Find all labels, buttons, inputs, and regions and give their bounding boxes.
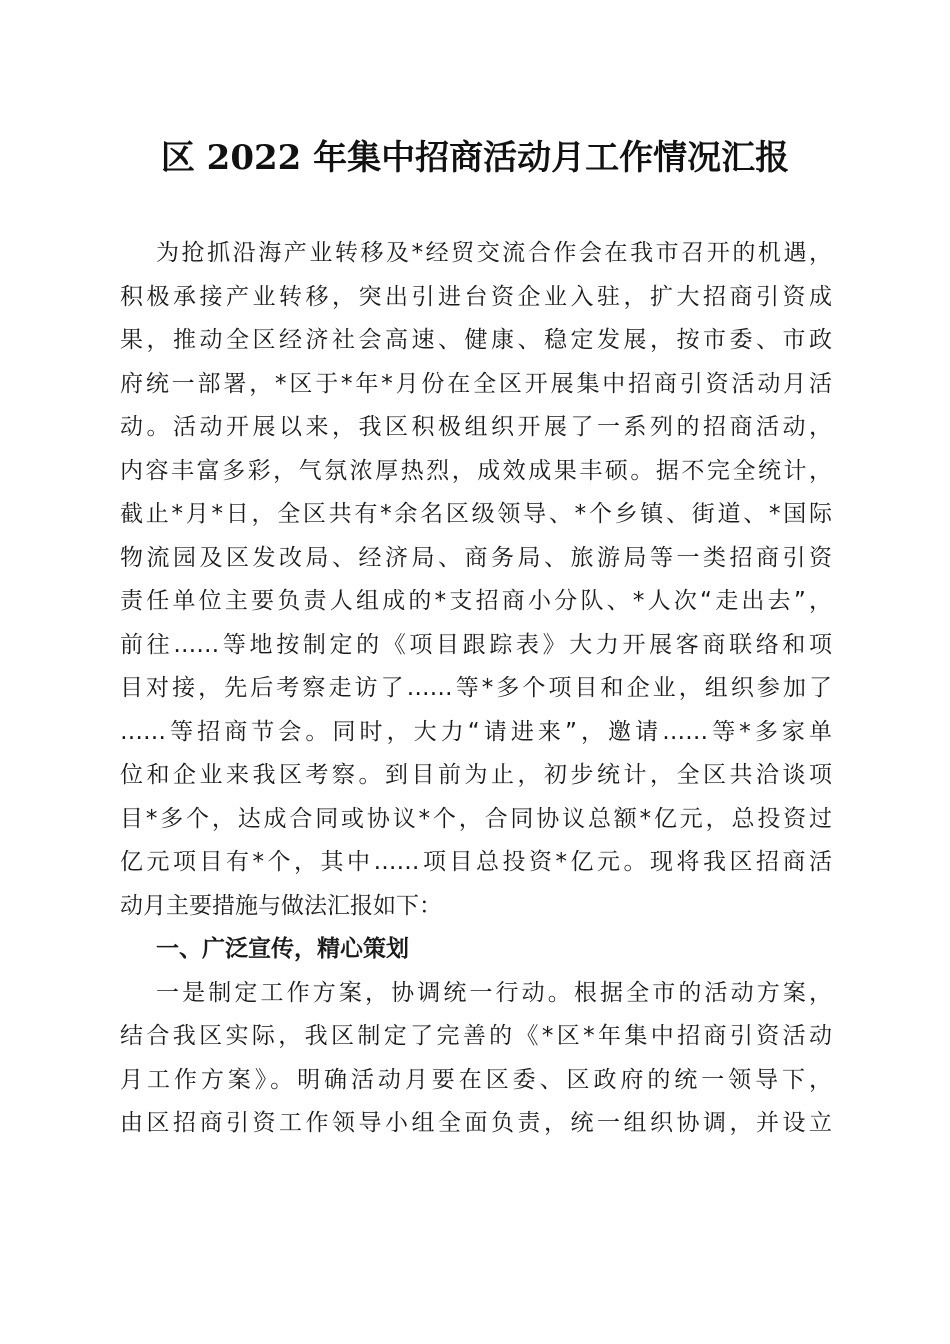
paragraph-line: 动。活动开展以来，我区积极组织开展了一系列的招商活动， [120,414,832,440]
paragraph-line: 府统一部署，*区于*年*月份在全区开展集中招商引资活动月活 [120,370,832,397]
paragraph-line: 结合我区实际，我区制定了完善的《*区*年集中招商引资活动 [120,1023,832,1049]
paragraph-line: 位和企业来我区考察。到目前为止，初步统计，全区共洽谈项 [120,762,832,788]
paragraph-line: 亿元项目有*个，其中……项目总投资*亿元。现将我区招商活 [120,849,832,875]
document-body [120,232,832,1146]
paragraph-line: 内容丰富多彩，气氛浓厚热烈，成效成果丰硕。据不完全统计， [120,457,832,484]
paragraph-line: 月工作方案》。明确活动月要在区委、区政府的统一领导下， [120,1066,832,1093]
paragraph-line: 目*多个，达成合同或协议*个，合同协议总额*亿元，总投资过 [120,805,832,832]
paragraph-line: 目对接，先后考察走访了……等*多个项目和企业，组织参加了 [120,675,832,701]
paragraph-line: 一是制定工作方案，协调统一行动。根据全市的活动方案， [156,979,832,1006]
document-title: 区 2022 年集中招商活动月工作情况汇报 [160,138,790,178]
paragraph-line: 截止*月*日，全区共有*余名区级领导、*个乡镇、街道、*国际 [120,501,832,527]
paragraph-line: 物流园及区发改局、经济局、商务局、旅游局等一类招商引资 [120,544,832,571]
paragraph-line: 由区招商引资工作领导小组全面负责，统一组织协调，并设立 [120,1110,832,1136]
paragraph-line: 责任单位主要负责人组成的*支招商小分队、*人次“走出去”， [120,588,832,614]
paragraph-line: 前往……等地按制定的《项目跟踪表》大力开展客商联络和项 [120,631,832,658]
paragraph-line: 积极承接产业转移，突出引进台资企业入驻，扩大招商引资成 [120,283,832,310]
paragraph-line: ……等招商节会。同时，大力“请进来”，邀请……等*多家单 [120,718,832,745]
paragraph-line: 果，推动全区经济社会高速、健康、稳定发展，按市委、市政 [120,327,832,353]
section-heading: 一、广泛宣传，精心策划 [156,936,409,962]
paragraph-line: 为抢抓沿海产业转移及*经贸交流合作会在我市召开的机遇， [156,240,832,266]
paragraph-line: 动月主要措施与做法汇报如下： [120,892,442,919]
